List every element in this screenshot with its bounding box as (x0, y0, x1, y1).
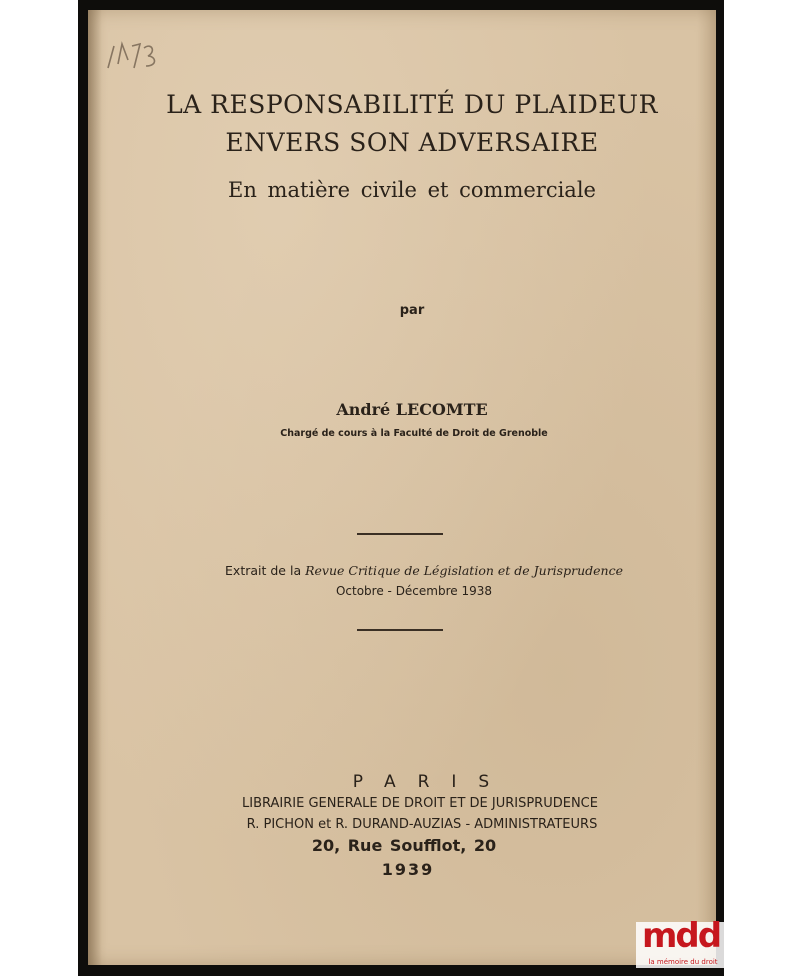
logo-tagline: la mémoire du droit (648, 958, 718, 966)
subtitle: En matière civile et commerciale (228, 178, 596, 202)
title-line-1: LA RESPONSABILITÉ DU PLAIDEUR (166, 90, 658, 119)
extract-prefix: Extrait de la (225, 563, 302, 578)
publisher-name: LIBRAIRIE GENERALE DE DROIT ET DE JURISPRUDENCE (242, 796, 598, 811)
divider-top (357, 533, 443, 535)
by-label: par (399, 303, 425, 318)
author-role: Chargé de cours à la Faculté de Droit de Grenoble (280, 428, 548, 439)
watermark-logo (636, 916, 728, 976)
pencil-annotation (104, 38, 174, 74)
publisher-address: 20, Rue Soufflot, 20 (311, 836, 497, 855)
publication-city: PARIS (352, 772, 512, 792)
logo-mark: mdd (642, 916, 721, 956)
publisher-administrators: R. PICHON et R. DURAND-AUZIAS - ADMINISTRATEURS (246, 817, 598, 832)
publication-year: 1939 (381, 860, 435, 879)
extract-journal: Revue Critique de Législation et de Jurisprudence (305, 563, 623, 578)
title-line-2: ENVERS SON ADVERSAIRE (225, 128, 599, 157)
author-name: André LECOMTE (336, 400, 488, 419)
divider-bottom (357, 629, 443, 631)
extract-line (88, 563, 738, 578)
extract-date: Octobre - Décembre 1938 (335, 584, 493, 598)
